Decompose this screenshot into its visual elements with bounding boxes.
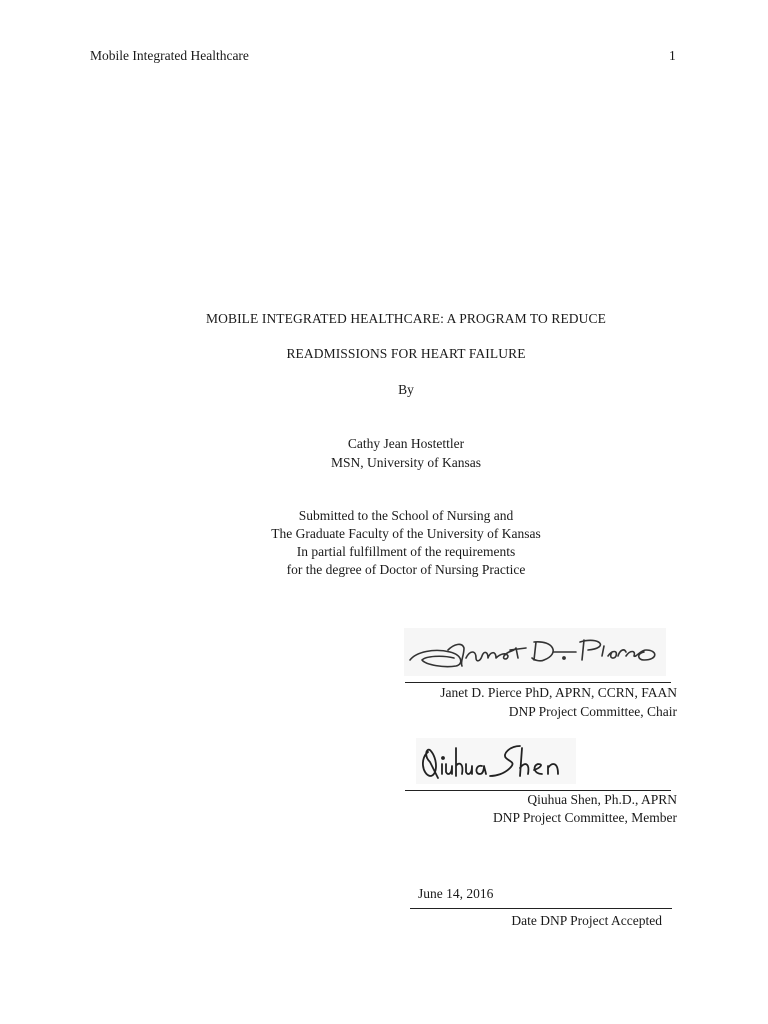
- signer-2-name: Qiuhua Shen, Ph.D., APRN: [527, 792, 677, 807]
- submission-line-1: Submitted to the School of Nursing and: [298, 508, 514, 523]
- signature-line-pierce: [405, 682, 671, 683]
- date-line: [410, 908, 672, 909]
- signature-shen: [416, 738, 576, 784]
- title-line-1: MOBILE INTEGRATED HEALTHCARE: A PROGRAM TO REDUCE: [206, 311, 606, 326]
- author-degree: MSN, University of Kansas: [331, 455, 481, 470]
- signer-2-role: DNP Project Committee, Member: [493, 810, 677, 825]
- title-line-2: READMISSIONS FOR HEART FAILURE: [286, 346, 526, 361]
- submission-line-4: for the degree of Doctor of Nursing Practice: [286, 562, 526, 577]
- signer-1-name: Janet D. Pierce PhD, APRN, CCRN, FAAN: [440, 685, 677, 700]
- signature-pierce: [404, 628, 666, 676]
- signer-1-role: DNP Project Committee, Chair: [508, 704, 677, 719]
- by-line: By: [398, 382, 414, 397]
- submission-line-2: The Graduate Faculty of the University of Kansas: [271, 526, 541, 541]
- running-head: Mobile Integrated Healthcare: [90, 48, 249, 63]
- submission-line-3: In partial fulfillment of the requirements: [296, 544, 516, 559]
- acceptance-date: June 14, 2016: [418, 886, 494, 901]
- author-name: Cathy Jean Hostettler: [347, 436, 465, 451]
- signature-line-shen: [405, 790, 671, 791]
- page-number: 1: [669, 48, 676, 63]
- date-caption: Date DNP Project Accepted: [511, 913, 662, 928]
